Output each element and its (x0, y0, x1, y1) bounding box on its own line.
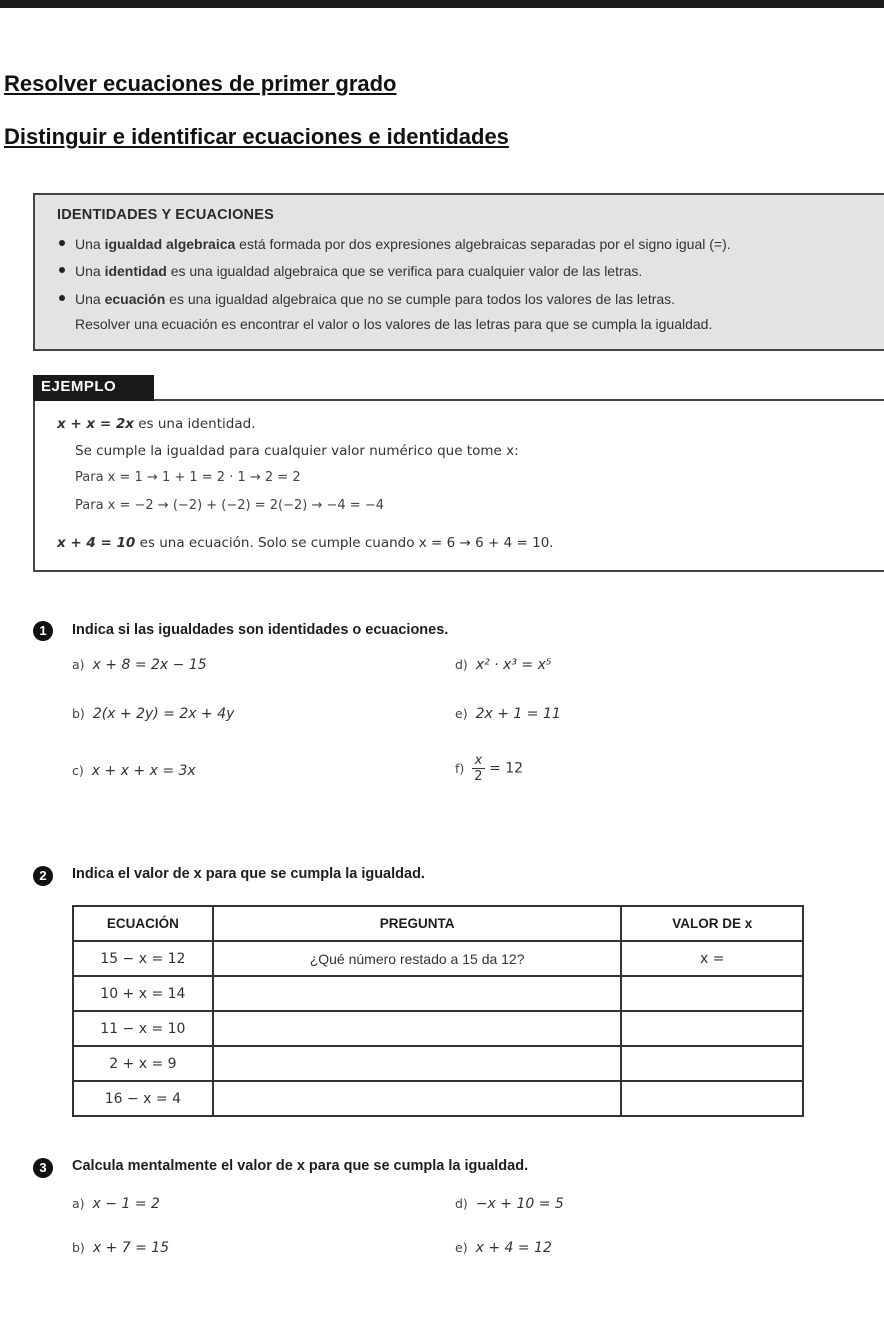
equation-cell: 10 + x = 14 (73, 976, 213, 1011)
exercise-item: f) $\frac{x}{2}$ = 12 (455, 753, 524, 784)
table-row (73, 1011, 803, 1046)
equations-table (72, 905, 804, 1117)
exercise-title: Indica el valor de x para que se cumpla la igualdad. (72, 866, 425, 882)
example-line: x + 4 = 10 es una ecuación. Solo se cumple cuando x = 6 → 6 + 4 = 10. (57, 535, 554, 551)
equation-cell: 16 − x = 4 (73, 1081, 213, 1116)
definition-continuation: Resolver una ecuación es encontrar el valor o los valores de las letras para que se cumpla la igualdad. (75, 316, 713, 332)
column-header: PREGUNTA (213, 906, 622, 941)
question-cell (213, 1046, 622, 1081)
equation-cell: 2 + x = 9 (73, 1046, 213, 1081)
exercise-item: d) x² · x³ = x⁵ (455, 657, 552, 673)
table-row (73, 976, 803, 1011)
table-row (73, 1046, 803, 1081)
column-header: VALOR DE x (621, 906, 803, 941)
example-line: x + x = 2x es una identidad. (57, 416, 256, 432)
exercise-item: c) x + x + x = 3x (72, 763, 196, 779)
value-cell (621, 1081, 803, 1116)
exercise-item: d) −x + 10 = 5 (455, 1196, 564, 1212)
example-line: Para x = 1 → 1 + 1 = 2 · 1 → 2 = 2 (75, 470, 301, 485)
equation-cell: 15 − x = 12 (73, 941, 213, 976)
example-tab: EJEMPLO (33, 375, 154, 401)
bullet-icon (59, 295, 65, 301)
question-cell (213, 1011, 622, 1046)
example-line: Para x = −2 → (−2) + (−2) = 2(−2) → −4 = −4 (75, 498, 384, 513)
bullet-icon (59, 240, 65, 246)
exercise-number: 1 (33, 621, 53, 641)
section-title: Distinguir e identificar ecuaciones e identidades (4, 124, 509, 149)
question-cell: ¿Qué número restado a 15 da 12? (213, 941, 622, 976)
value-cell (621, 1011, 803, 1046)
top-border (0, 0, 884, 8)
question-cell (213, 1081, 622, 1116)
exercise-item: a) x + 8 = 2x − 15 (72, 657, 207, 673)
exercise-item: a) x − 1 = 2 (72, 1196, 160, 1212)
definitions-title: IDENTIDADES Y ECUACIONES (57, 207, 274, 223)
exercise-item: b) 2(x + 2y) = 2x + 4y (72, 706, 235, 722)
exercise-item: e) 2x + 1 = 11 (455, 706, 561, 722)
definition-item: Una igualdad algebraica está formada por dos expresiones algebraicas separadas por el signo igual (=). (59, 236, 731, 252)
definition-item: Una identidad es una igualdad algebraica que se verifica para cualquier valor de las letras. (59, 263, 642, 279)
example-line: Se cumple la igualdad para cualquier valor numérico que tome x: (75, 443, 519, 459)
value-cell: x = (621, 941, 803, 976)
exercise-title: Indica si las igualdades son identidades o ecuaciones. (72, 622, 449, 638)
page-title: Resolver ecuaciones de primer grado (4, 71, 397, 96)
column-header: ECUACIÓN (73, 906, 213, 941)
table-row (73, 1081, 803, 1116)
fraction: $\frac{x}{2}$ (474, 753, 483, 784)
value-cell (621, 976, 803, 1011)
exercise-item: b) x + 7 = 15 (72, 1240, 170, 1256)
exercise-number: 2 (33, 866, 53, 886)
exercise-number: 3 (33, 1158, 53, 1178)
table-row (73, 941, 803, 976)
value-cell (621, 1046, 803, 1081)
exercise-title: Calcula mentalmente el valor de x para que se cumpla la igualdad. (72, 1158, 529, 1174)
equation-cell: 11 − x = 10 (73, 1011, 213, 1046)
question-cell (213, 976, 622, 1011)
table-header-row (73, 906, 803, 941)
bullet-icon (59, 267, 65, 273)
exercise-item: e) x + 4 = 12 (455, 1240, 552, 1256)
definition-item: Una ecuación es una igualdad algebraica que no se cumple para todos los valores de las letras. (59, 291, 675, 307)
